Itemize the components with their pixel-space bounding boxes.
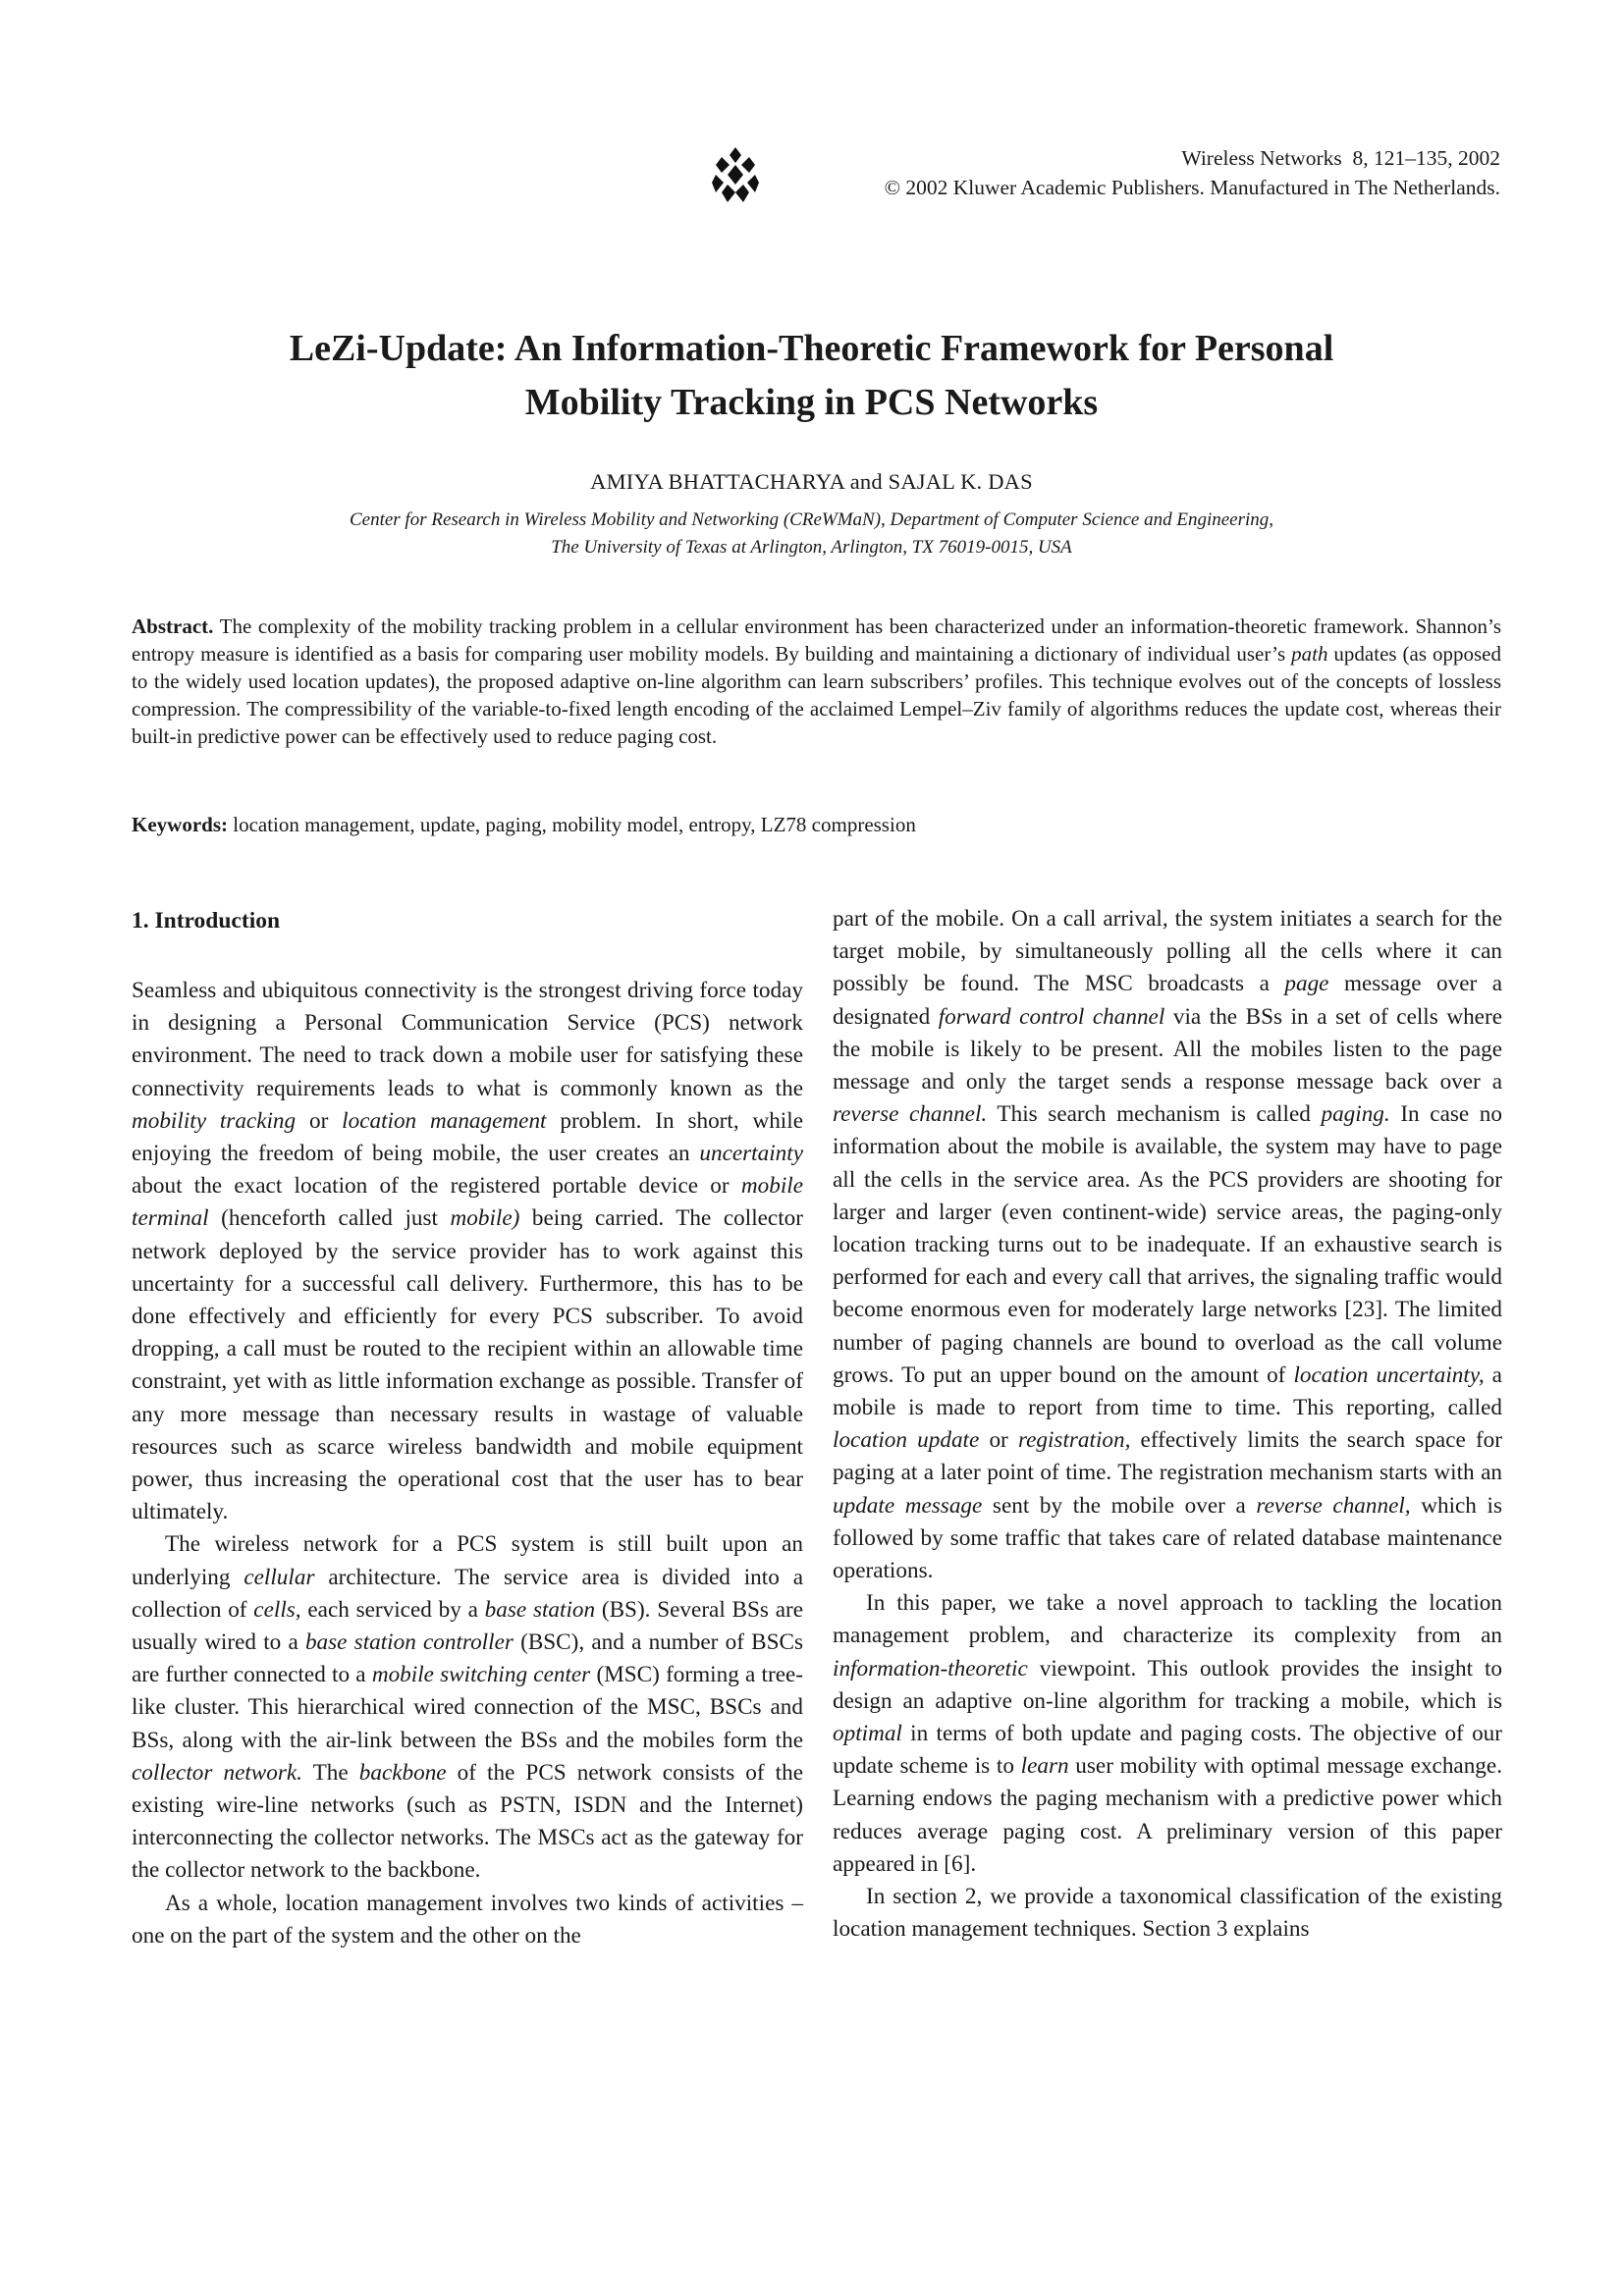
body-paragraph <box>833 1587 1502 1881</box>
text-run: via the BSs in a set of cells where the mobile is likely to be present. All the mobiles listen to the page message and only the target sends a response message back over a <box>833 1003 1502 1095</box>
emphasized-term: mobile terminal <box>132 1173 803 1232</box>
emphasized-term: registration, <box>1017 1427 1131 1454</box>
text-run: each serviced by a <box>300 1596 485 1623</box>
emphasized-term: mobile) <box>450 1205 520 1232</box>
author-affiliation <box>0 507 1623 561</box>
text-run: In case no information about the mobile is available, the system may have to page all the cells in the service area. As the PCS providers are shooting for larger and larger (even continent-wide) service areas, the paging-only location tracking turns out to be inadequate. If an exhaustive search is performed for each and every call that arrives, the signaling traffic would become enormous even for moderately large networks [23]. The limited number of paging channels are bound to overload as the call volume grows. To put an upper bound on the amount of <box>833 1101 1502 1388</box>
text-run: or <box>296 1107 343 1134</box>
text-run: being carried. The collector network deployed by the service provider has to work against this uncertainty for a successful call delivery. Furthermore, this has to be done effectively and efficiently for every PCS subscriber. To avoid dropping, a call must be routed to the recipient within an allowable time constraint, yet with as little information exchange as possible. Transfer of any more message than necessary results in wastage of valuable resources such as scarce wireless bandwidth and mobile equipment power, thus increasing the operational cost that the user has to bear ultimately. <box>132 1205 803 1525</box>
abstract-text-1: The complexity of the mobility tracking problem in a cellular environment has been characterized under an information-theoretic framework. Shannon’s entropy measure is identified as a basis for comparing user mobility models. By building and maintaining a dictionary of individual user’s <box>132 614 1501 666</box>
emphasized-term: learn <box>1020 1753 1069 1780</box>
text-run: sent by the mobile over a <box>982 1492 1257 1519</box>
emphasized-term: base station <box>484 1596 596 1623</box>
emphasized-term: location update <box>833 1427 980 1454</box>
paper-title-line-1: LeZi-Update: An Information-Theoretic Framework for Personal <box>289 328 1334 369</box>
abstract <box>132 613 1501 750</box>
emphasized-term: reverse channel. <box>833 1101 988 1128</box>
text-run: or <box>979 1427 1018 1454</box>
text-run: effectively limits the search space for paging at a later point of time. The registration mechanism starts with an <box>833 1427 1502 1486</box>
paper-title <box>0 322 1623 430</box>
emphasized-term: collector network. <box>132 1759 302 1786</box>
body-paragraph <box>132 1888 803 1952</box>
text-run: architecture. The service area is divided into a collection of <box>132 1564 803 1623</box>
emphasized-term: update message <box>833 1492 983 1519</box>
text-run: about the exact location of the registered portable device or <box>132 1173 741 1200</box>
body-paragraph <box>132 1528 803 1887</box>
text-run: part of the mobile. On a call arrival, the system initiates a search for the target mobile, by simultaneously polling all the cells where it can possibly be found. The MSC broadcasts a <box>833 906 1502 997</box>
emphasized-term: page <box>1284 971 1329 997</box>
text-run: This search mechanism is called <box>987 1101 1322 1128</box>
text-run: In this paper, we take a novel approach to tackling the location management problem, and characterize its complexity from an <box>833 1590 1502 1649</box>
emphasized-term: optimal <box>833 1721 902 1747</box>
text-run: of the PCS network consists of the existing wire-line networks (such as PSTN, ISDN and the Internet) interconnecting the collector networks. The MSCs act as the gateway for the collector network to the backbone. <box>132 1759 803 1884</box>
affiliation-line-1: Center for Research in Wireless Mobility and Networking (CReWMaN), Department of Computer Science and Engineering, <box>349 509 1274 530</box>
emphasized-term: base station controller <box>304 1629 514 1656</box>
text-run: user mobility with optimal message exchange. Learning endows the paging mechanism with a predictive power which reduces average paging cost. A preliminary version of this paper appeared in [6]. <box>833 1753 1502 1877</box>
keywords-text: location management, update, paging, mobility model, entropy, LZ78 compression <box>233 813 916 836</box>
text-run: The <box>301 1759 359 1786</box>
text-run: (BS). Several BSs are usually wired to a <box>132 1596 804 1656</box>
text-run: a mobile is made to report from time to time. This reporting, called <box>833 1362 1502 1421</box>
journal-info <box>885 143 1500 202</box>
text-run: in terms of both update and paging costs. The objective of our update scheme is to <box>833 1721 1502 1780</box>
text-run: (MSC) forming a tree-like cluster. This hierarchical wired connection of the MSC, BSCs and BSs, along with the air-link between the BSs and the mobiles form the <box>132 1662 803 1753</box>
affiliation-line-2: The University of Texas at Arlington, Arlington, TX 76019-0015, USA <box>551 537 1072 558</box>
body-column-right <box>833 903 1502 1947</box>
abstract-emphasis: path <box>1291 642 1328 666</box>
text-run: message over a designated <box>833 971 1503 1030</box>
emphasized-term: location management <box>342 1107 547 1134</box>
author-list: AMIYA BHATTACHARYA and SAJAL K. DAS <box>590 469 1033 494</box>
emphasized-term: location uncertainty, <box>1293 1362 1485 1388</box>
body-column-left <box>132 903 803 1952</box>
journal-citation: Wireless Networks 8, 121–135, 2002 <box>1181 146 1500 170</box>
keywords-label: Keywords: <box>132 813 228 836</box>
paper-title-line-2: Mobility Tracking in PCS Networks <box>524 382 1099 423</box>
emphasized-term: mobile switching center <box>371 1662 591 1688</box>
emphasized-term: mobility tracking <box>132 1107 297 1134</box>
emphasized-term: cellular <box>243 1564 315 1590</box>
body-paragraph <box>132 975 803 1528</box>
body-paragraph <box>833 903 1502 1587</box>
text-run: As a whole, location management involves two kinds of activities – one on the part of the system and the other on the <box>132 1890 803 1949</box>
emphasized-term: reverse channel, <box>1256 1492 1411 1519</box>
text-run: In section 2, we provide a taxonomical classification of the existing location management techniques. Section 3 explains <box>833 1884 1502 1943</box>
emphasized-term: paging. <box>1321 1101 1390 1128</box>
emphasized-term: backbone <box>358 1759 447 1786</box>
text-run: problem. In short, while enjoying the freedom of being mobile, the user creates an <box>132 1107 803 1167</box>
section-heading: 1. Introduction <box>132 908 281 934</box>
text-run: viewpoint. This outlook provides the insight to design an adaptive on-line algorithm for tracking a mobile, which is <box>833 1655 1502 1714</box>
copyright-notice: © 2002 Kluwer Academic Publishers. Manufactured in The Netherlands. <box>884 176 1500 199</box>
text-run: which is followed by some traffic that takes care of related database maintenance operations. <box>833 1492 1502 1584</box>
emphasized-term: information-theoretic <box>833 1655 1028 1682</box>
abstract-label: Abstract. <box>132 614 214 638</box>
keywords <box>132 811 1501 838</box>
text-run: (henceforth called just <box>208 1205 451 1232</box>
text-run: Seamless and ubiquitous connectivity is the strongest driving force today in designing a Personal Communication Service (PCS) network environment. The need to track down a mobile user for satisfying these connectivity requirements leads to what is commonly known as the <box>132 978 803 1101</box>
emphasized-term: cells, <box>253 1596 301 1623</box>
text-run: The wireless network for a PCS system is still built upon an underlying <box>132 1531 803 1590</box>
publisher-logo <box>712 147 759 204</box>
body-paragraph <box>833 1881 1502 1946</box>
emphasized-term: forward control channel <box>938 1003 1165 1030</box>
text-run: (BSC), and a number of BSCs are further connected to a <box>132 1629 803 1688</box>
emphasized-term: uncertainty <box>699 1141 803 1167</box>
abstract-text-2: updates (as opposed to the widely used location updates), the proposed adaptive on-line algorithm can learn subscribers’ profiles. This technique evolves out of the concepts of lossless compression. The compressibility of the variable-to-fixed length encoding of the acclaimed Lempel–Ziv family of algorithms reduces the update cost, whereas their built-in predictive power can be effectively used to reduce paging cost. <box>132 642 1501 748</box>
